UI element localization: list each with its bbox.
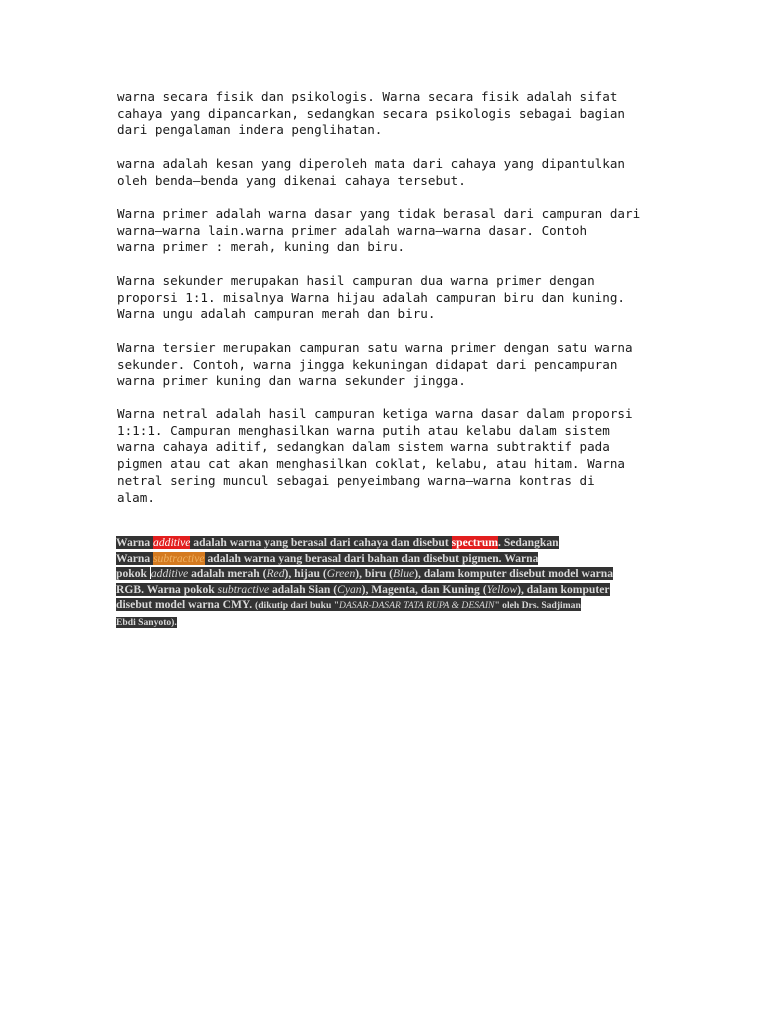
quote-text: disebut model warna CMY. [116,598,256,612]
quote-text: . Sedangkan [498,536,559,549]
citation-text: (dikutip dari buku " [255,600,340,612]
citation-text: " oleh Drs. Sadjiman [494,600,581,612]
paragraph-warna-sekunder: Warna sekunder merupakan hasil campuran dua warna primer dengan proporsi 1:1. misalnya Warna hijau adalah campuran biru dan kuning. Warna ungu adalah campuran merah dan biru. [117,273,625,322]
subtractive-term: subtractive [153,551,205,565]
additive-term: additive [153,536,191,549]
quote-text: ), hijau ( [284,567,327,581]
quote-text: adalah warna yang berasal dari cahaya dan disebut [190,536,452,549]
highlighted-quote-block [116,535,648,631]
quote-line [116,597,648,614]
quote-text: Warna [116,551,154,565]
quote-text: ), dalam komputer [517,582,610,596]
paragraph-warna-kesan: warna adalah kesan yang diperoleh mata dari cahaya yang dipantulkan oleh benda–benda yang dikenai cahaya tersebut. [117,156,625,188]
yellow-term: Yellow [486,582,518,596]
quote-text: ), biru ( [355,567,393,581]
spectrum-term: spectrum [451,536,499,549]
green-term: Green [326,567,356,581]
quote-text: ), Magenta, dan Kuning ( [361,582,487,596]
paragraph-warna-primer: Warna primer adalah warna dasar yang tidak berasal dari campuran dari warna–warna lain.warna primer adalah warna–warna dasar. Contoh warna primer : merah, kuning dan biru. [117,206,641,255]
quote-text: pokok [116,567,150,581]
red-term: Red [266,567,285,581]
quote-text: adalah merah ( [188,567,267,581]
quote-line [116,614,648,631]
book-title: DASAR-DASAR TATA RUPA & DESAIN [339,600,495,612]
paragraph-warna-tersier: Warna tersier merupakan campuran satu warna primer dengan satu warna sekunder. Contoh, warna jingga kekuningan didapat dari pencampuran warna primer kuning dan warna sekunder jingga. [117,340,633,389]
quote-text: RGB. Warna pokok [116,582,218,596]
quote-text: ), dalam komputer disebut model warna [414,567,614,581]
citation-author: Ebdi Sanyoto). [116,616,177,628]
blue-term: Blue [392,567,415,581]
cyan-term: Cyan [337,582,362,596]
quote-line [116,551,648,567]
paragraph-warna-fisik-psikologis: warna secara fisik dan psikologis. Warna secara fisik adalah sifat cahaya yang dipancarkan, sedangkan secara psikologis sebagai bagian dari pengalaman indera penglihatan. [117,89,625,138]
subtractive-term: subtractive [217,582,270,596]
quote-line [116,566,648,582]
paragraph-warna-netral: Warna netral adalah hasil campuran ketiga warna dasar dalam proporsi 1:1:1. Campuran menghasilkan warna putih atau kelabu dalam sistem warna cahaya aditif, sedangkan dalam sistem warna subtraktif pada pigmen atau cat akan menghasilkan coklat, kelabu, atau hitam. Warna netral sering muncul sebagai penyeimbang warna–warna kontras di alam. [117,406,633,505]
quote-line [116,582,648,598]
quote-text: adalah Sian ( [269,582,338,596]
quote-text: adalah warna yang berasal dari bahan dan disebut pigmen. Warna [204,551,539,565]
quote-text: Warna [116,536,154,549]
quote-line [116,535,648,551]
additive-term: additive [150,567,189,581]
